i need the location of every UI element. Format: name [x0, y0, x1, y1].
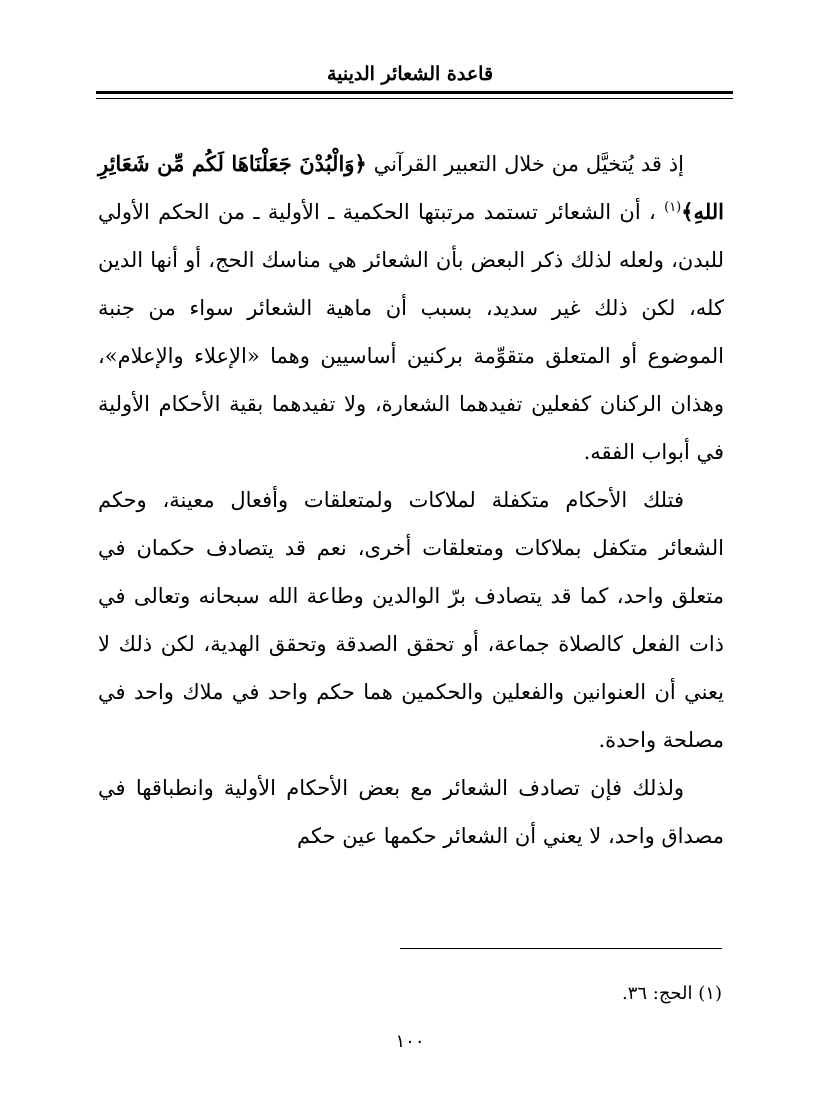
footnote-separator: [400, 948, 722, 949]
header-rule-thin: [96, 98, 733, 99]
header-rule-thick: [96, 91, 733, 94]
paragraph-1-intro: إذ قد يُتخيَّل من خلال التعبير القرآني: [366, 152, 684, 176]
paragraph-2: فتلك الأحكام متكفلة لملاكات ولمتعلقات وأفعال معينة، وحكم الشعائر متكفل بملاكات ومتعلقات أخرى، نعم قد يتصادف حكمان في متعلق واحد، كما قد يتصادف برّ الوالدين وطاعة الله سبحانه وتعالى في ذات الفعل كالصلاة جماعة، أو تحقق الصدقة وتحقق الهدية، لكن ذلك لا يعني أن العنوانين والفعلين والحكمين هما حكم واحد في ملاك واحد في مصلحة واحدة.: [98, 488, 725, 752]
paragraph-1-rest: ، أن الشعائر تستمد مرتبتها الحكمية ـ الأولية ـ من الحكم الأولي للبدن، ولعله لذلك ذكر البعض بأن الشعائر هي مناسك الحج، أو أنها الدين كله، لكن ذلك غير سديد، بسبب أن ماهية الشعائر سواء من جنبة الموضوع أو المتعلق متقوِّمة بركنين أساسيين وهما «الإعلاء والإعلام»، وهذان الركنان كفعلين تفيدهما الشعارة، ولا تفيدهما بقية الأحكام الأولية في أبواب الفقه.: [98, 200, 724, 464]
footnote: (١) الحج: ٣٦.: [621, 983, 722, 1004]
page-number: ١٠٠: [395, 1031, 425, 1052]
paragraph-1: [98, 140, 724, 476]
quran-verse: ﴿وَالْبُدْنَ جَعَلْنَاهَا لَكُم مِّن شَعَائِرِ اللهِ﴾: [98, 151, 724, 224]
paragraph-3: ولذلك فإن تصادف الشعائر مع بعض الأحكام الأولية وانطباقها في مصداق واحد، لا يعني أن الشعائر حكمها عين حكم: [98, 776, 724, 848]
main-text: [98, 140, 724, 860]
running-header-title: قاعدة الشعائر الدينية: [326, 63, 494, 85]
footnote-reference: (١): [664, 200, 682, 215]
